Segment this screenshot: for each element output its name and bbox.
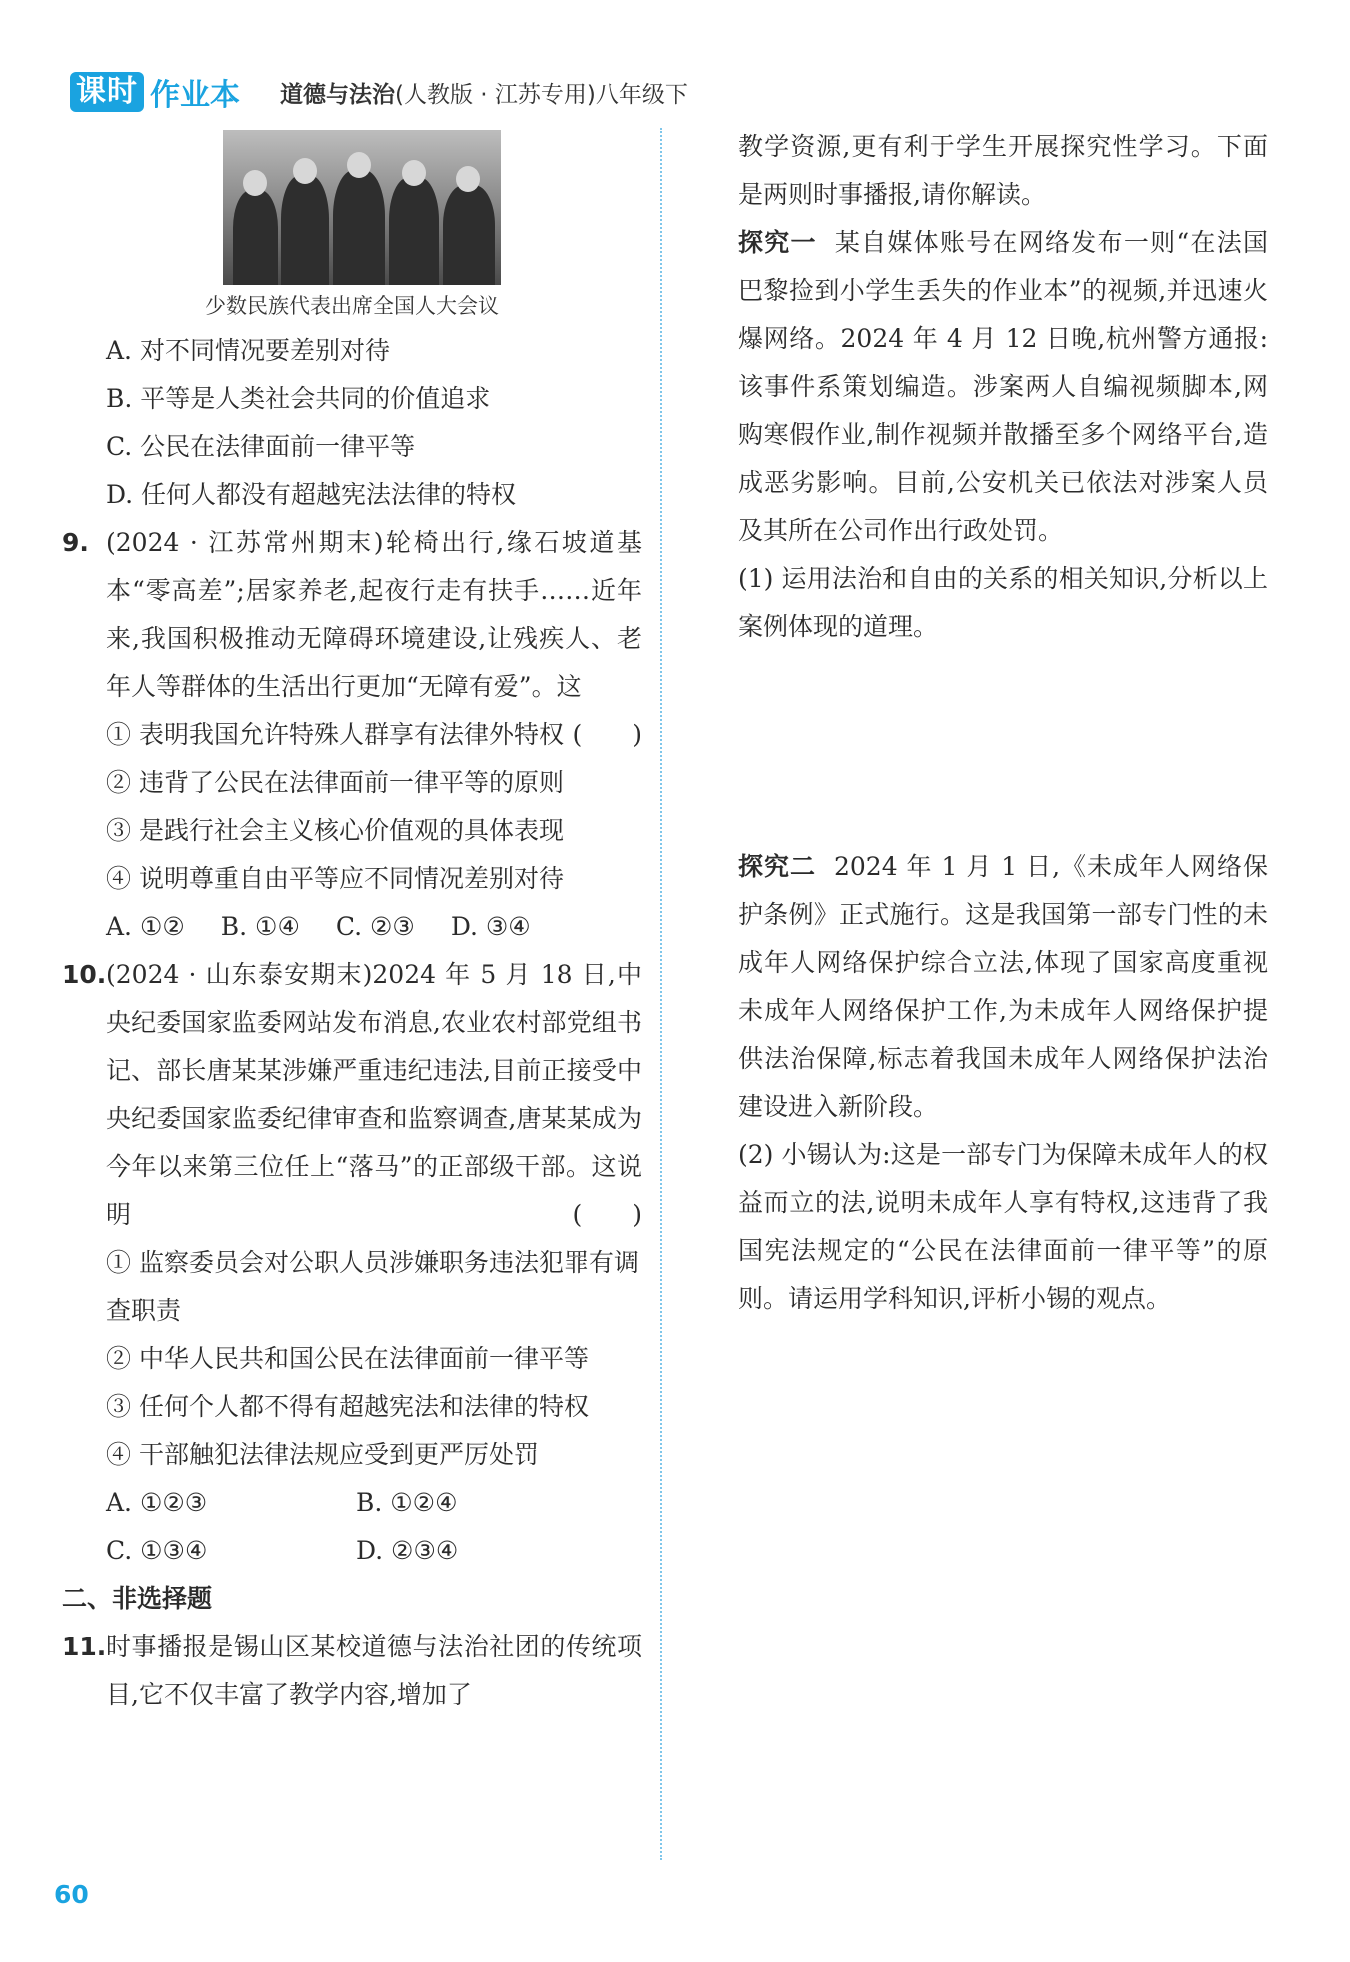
photo-figure	[122, 130, 602, 327]
q10-choice-c: C. ①③④	[106, 1536, 208, 1565]
left-column	[62, 130, 642, 1719]
inquiry-1-question: (1) 运用法治和自由的关系的相关知识,分析以上案例体现的道理。	[738, 564, 1268, 641]
q10-item-1: ① 监察委员会对公职人员涉嫌职务违法犯罪有调查职责	[106, 1248, 639, 1325]
brand-logo	[70, 70, 240, 114]
q11-number: 11.	[62, 1632, 107, 1661]
q9-choice-c: C. ②③	[335, 912, 415, 941]
q8-option-a: A. 对不同情况要差别对待	[106, 336, 390, 365]
q9-choices	[62, 903, 642, 951]
q9-answer-blank: ( )	[572, 720, 642, 749]
logo-box: 课时	[70, 72, 144, 112]
question-10	[62, 951, 642, 1239]
answer-space-1	[738, 651, 1268, 843]
q9-item-4: ④ 说明尊重自由平等应不同情况差别对待	[106, 864, 564, 893]
right-column	[738, 123, 1268, 1323]
q10-choice-b: B. ①②④	[356, 1488, 458, 1517]
q10-number: 10.	[62, 960, 107, 989]
inquiry-1-text: 某自媒体账号在网络发布一则“在法国巴黎捡到小学生丢失的作业本”的视频,并迅速火爆网络。2024 年 4 月 12 日晚,杭州警方通报:该事件系策划编造。涉案两人自编视频脚本,网购寒假作业,制作视频并散播至多个网络平台,造成恶劣影响。目前,公安机关已依法对涉案人员及其所在公司作出行政处罚。	[738, 228, 1268, 545]
q11-stem-left: 时事播报是锡山区某校道德与法治社团的传统项目,它不仅丰富了教学内容,增加了	[106, 1632, 642, 1709]
photo-caption: 少数民族代表出席全国人大会议	[205, 294, 499, 318]
q10-item-4: ④ 干部触犯法律法规应受到更严厉处罚	[106, 1440, 539, 1469]
question-11	[62, 1623, 642, 1719]
delegates-photo	[223, 130, 501, 285]
q11-stem-right: 教学资源,更有利于学生开展探究性学习。下面是两则时事播报,请你解读。	[738, 132, 1268, 209]
q9-item-1: ① 表明我国允许特殊人群享有法律外特权	[106, 720, 564, 749]
logo-text: 作业本	[150, 78, 240, 113]
inquiry-2-question: (2) 小锡认为:这是一部专门为保障未成年人的权益而立的法,说明未成年人享有特权,这违背了我国宪法规定的“公民在法律面前一律平等”的原则。请运用学科知识,评析小锡的观点。	[738, 1140, 1268, 1313]
q10-item-3: ③ 任何个人都不得有超越宪法和法律的特权	[106, 1392, 589, 1421]
q8-option-d: D. 任何人都没有超越宪法法律的特权	[106, 480, 517, 509]
q10-choice-a: A. ①②③	[106, 1488, 208, 1517]
q10-choices	[62, 1479, 642, 1575]
inquiry-1-label: 探究一	[738, 228, 817, 257]
q10-answer-blank: ( )	[572, 1200, 642, 1229]
inquiry-2-text: 2024 年 1 月 1 日,《未成年人网络保护条例》正式施行。这是我国第一部专门性的未成年人网络保护综合立法,体现了国家高度重视未成年人网络保护工作,为未成年人网络保护提供法治保障,标志着我国未成年人网络保护法治建设进入新阶段。	[738, 852, 1268, 1121]
q9-stem: (2024 · 江苏常州期末)轮椅出行,缘石坡道基本“零高差”;居家养老,起夜行走有扶手……近年来,我国积极推动无障碍环境建设,让残疾人、老年人等群体的生活出行更加“无障有爱”。这	[106, 528, 642, 701]
subject-name: 道德与法治	[280, 82, 395, 108]
q9-number: 9.	[62, 528, 89, 557]
q10-choice-d: D. ②③④	[356, 1536, 459, 1565]
inquiry-2	[738, 843, 1268, 1131]
q9-choice-a: A. ①②	[106, 912, 185, 941]
page-header	[70, 70, 1270, 114]
edition-info: (人教版 · 江苏专用)八年级下	[395, 82, 688, 108]
q9-choice-d: D. ③④	[450, 912, 531, 941]
q10-item-2: ② 中华人民共和国公民在法律面前一律平等	[106, 1344, 589, 1373]
q9-item-2: ② 违背了公民在法律面前一律平等的原则	[106, 768, 564, 797]
page-number: 60	[54, 1880, 89, 1909]
q9-choice-b: B. ①④	[220, 912, 300, 941]
q8-option-b: B. 平等是人类社会共同的价值追求	[106, 384, 491, 413]
q8-option-c: C. 公民在法律面前一律平等	[106, 432, 416, 461]
section-heading: 二、非选择题	[62, 1584, 213, 1613]
inquiry-1	[738, 219, 1268, 555]
column-divider	[660, 128, 662, 1860]
q9-item-3: ③ 是践行社会主义核心价值观的具体表现	[106, 816, 564, 845]
book-title	[280, 76, 688, 109]
inquiry-2-label: 探究二	[738, 852, 816, 881]
q10-stem: (2024 · 山东泰安期末)2024 年 5 月 18 日,中央纪委国家监委网站发布消息,农业农村部党组书记、部长唐某某涉嫌严重违纪违法,目前正接受中央纪委国家监委纪律审查和监察调查,唐某某成为今年以来第三位任上“落马”的正部级干部。这说明	[106, 960, 642, 1229]
